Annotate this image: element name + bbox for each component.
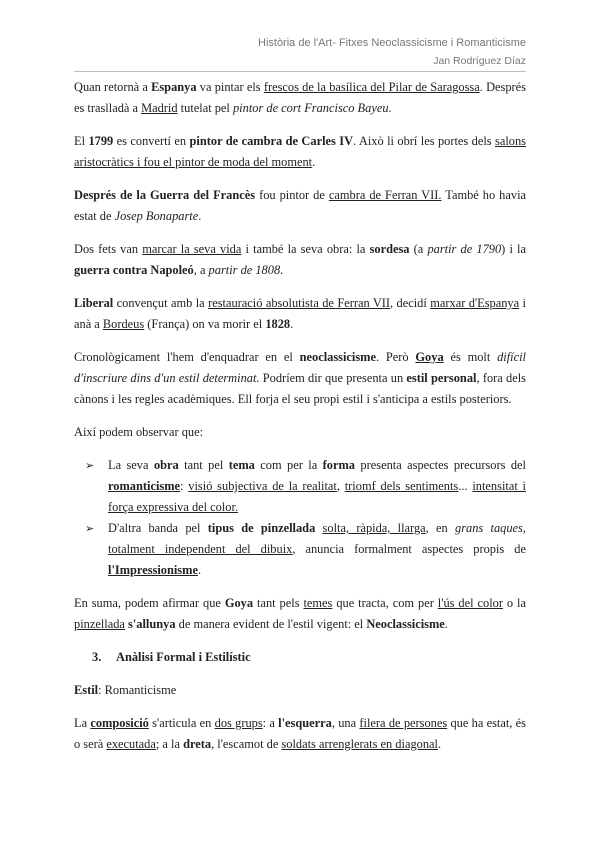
header-course-title: Història de l'Art- Fitxes Neoclassicisme i Romanticisme [258,37,526,49]
paragraph-cronologia: Cronològicament l'hem d'enquadrar en el neoclassicisme. Però Goya és molt difícil d'inscriure dins d'un estil determinat. Podríem dir que presenta un estil personal, fora dels cànons i les regles acadèmiques. Ell forja el seu propi estil i s'anticipa a estils posteriors. [74,350,527,406]
bullet-list [74,455,526,581]
arrow-bullet-icon: ➢ [85,522,95,535]
paragraph-dos-fets: Dos fets van marcar la seva vida i també la seva obra: la sordesa (a partir de 1790) i la guerra contra Napoleó, a partir de 1808. [74,242,526,277]
list-item: ➢ La seva obra tant pel tema com per la forma presenta aspectes precursors del romanticisme: visió subjectiva de la realitat, triomf dels sentiments... intensitat i força expressiva del color. [108,455,526,518]
paragraph-1799: El 1799 es convertí en pintor de cambra de Carles IV. Això li obrí les portes dels salons aristocràtics i fou el pintor de moda del moment. [74,134,527,169]
paragraph-guerra-frances: Després de la Guerra del Francès fou pintor de cambra de Ferran VII. També ho havia estat de Josep Bonaparte. [74,188,527,223]
paragraph-liberal: Liberal convençut amb la restauració absolutista de Ferran VII, decidí marxar d'Espanya i anà a Bordeus (França) on va morir el 1828. [74,296,526,331]
paragraph-observar: Així podem observar que: [74,425,204,439]
page-header [258,34,526,70]
paragraph-madrid: Quan retornà a Espanya va pintar els frescos de la basílica del Pilar de Saragossa. Després es traslladà a Madrid tutelat pel pintor de cort Francisco Bayeu. [74,80,526,115]
paragraph-en-suma: En suma, podem afirmar que Goya tant pels temes que tracta, com per l'ús del color o la pinzellada s'allunya de manera evident de l'estil vigent: el Neoclassicisme. [74,596,527,631]
arrow-bullet-icon: ➢ [85,459,95,472]
paragraph-estil: Estil: Romanticisme [74,683,177,697]
section-heading: 3. Anàlisi Formal i Estilístic [92,650,251,664]
header-author: Jan Rodríguez Díaz [433,55,526,67]
document-body [74,77,526,767]
list-item: ➢ D'altra banda pel tipus de pinzellada solta, ràpida, llarga, en grans taques, totalment independent del dibuix, anuncia formalment aspectes propis de l'Impressionisme. [108,518,526,581]
header-divider [74,71,526,72]
paragraph-composicio: La composició s'articula en dos grups: a l'esquerra, una filera de persones que ha estat, és o serà executada; a la dreta, l'escamot de soldats arrenglerats en diagonal. [74,716,527,751]
